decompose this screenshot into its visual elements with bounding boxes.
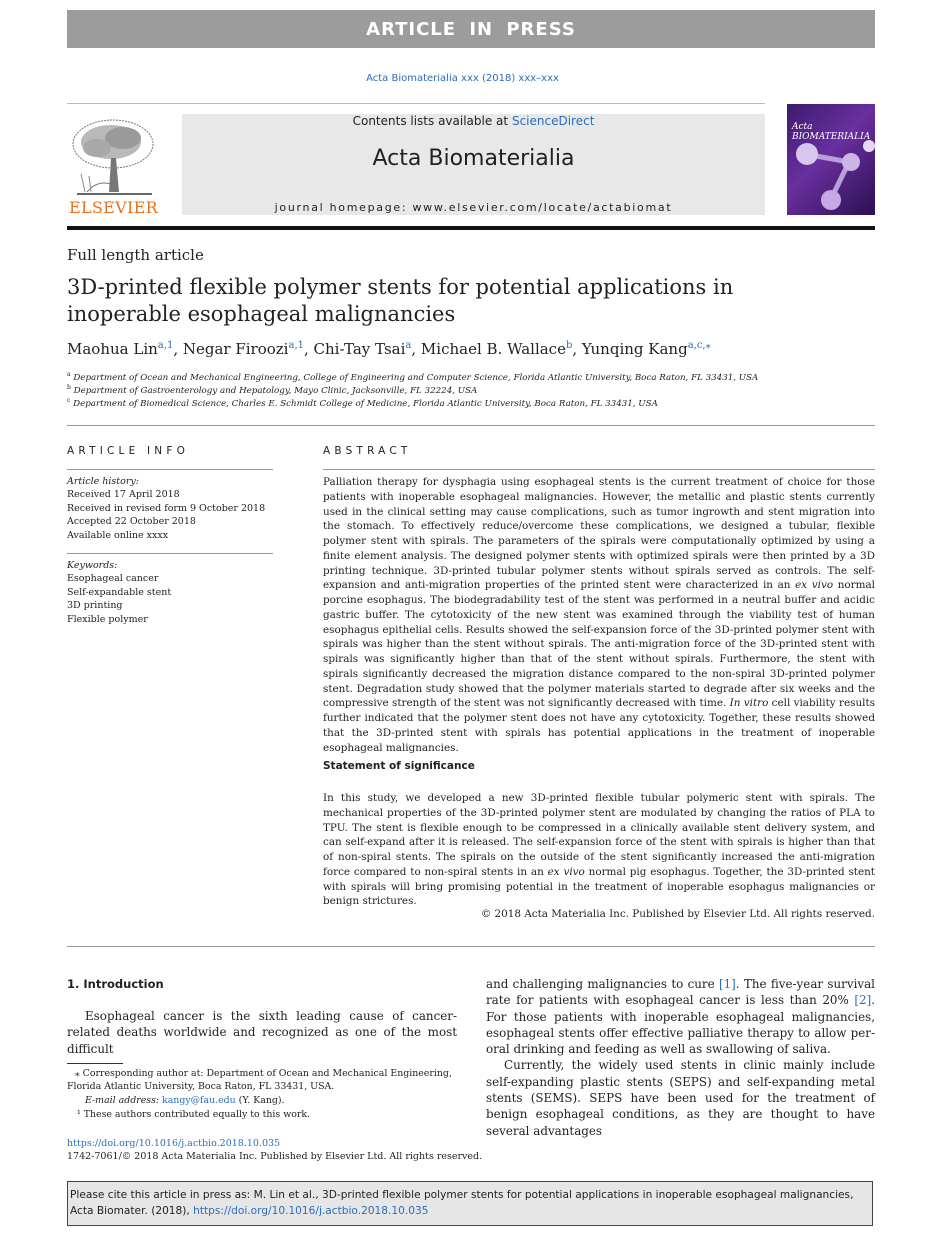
author-separator: , [411, 340, 421, 358]
abstract-divider [323, 469, 875, 470]
cover-title: Acta BIOMATERIALIA [792, 122, 871, 142]
abstract-italic: In vitro [729, 697, 769, 710]
author-separator: , [173, 340, 183, 358]
journal-name: Acta Biomaterialia [372, 146, 575, 171]
email-suffix: (Y. Kang). [235, 1095, 285, 1106]
history-item: Received in revised form 9 October 2018 [67, 502, 266, 514]
article-info-heading: ARTICLE INFO [67, 445, 190, 457]
corresponding-footnote: ⁎ Corresponding author at: Department of Ocean and Mechanical Engineering, Florida Atlantic University, Boca Raton, FL 33431, USA. [67, 1068, 452, 1093]
journal-citation-link[interactable]: Acta Biomaterialia xxx (2018) xxx–xxx [366, 73, 559, 84]
keywords-divider [67, 553, 273, 554]
intro-text: . The five-year survival rate for patients with esophageal cancer is less than 20% [486, 977, 875, 1008]
email-footnote [67, 1094, 475, 1107]
affiliation-b [67, 384, 887, 396]
journal-homepage[interactable]: journal homepage: www.elsevier.com/locate/actabiomat [274, 201, 673, 214]
cite-this-article-box [67, 1181, 873, 1226]
contents-prefix: Contents lists available at [352, 114, 509, 128]
abstract-text [323, 475, 875, 755]
author-name[interactable]: Michael B. Wallace [420, 340, 566, 358]
doi-block [67, 1137, 482, 1164]
author-affiliation-marker[interactable]: a,1 [288, 340, 304, 351]
introduction-col1: Esophageal cancer is the sixth leading cause of cancer-related deaths worldwide and recognized as one of the most difficult [67, 1009, 457, 1056]
ref-link-1[interactable]: [1] [718, 977, 736, 991]
significance-part: normal pig esophagus. Together, the 3D-printed stent with spirals will bring promising potential in the treatment of inoperable esophagus malignancies or benign strictures. [323, 865, 875, 908]
author-affiliation-marker[interactable]: a [405, 340, 412, 351]
significance-italic: ex vivo [547, 865, 585, 878]
author-name[interactable]: Yunqing Kang [581, 340, 688, 358]
author-separator: , [572, 340, 582, 358]
history-item: Received 17 April 2018 [67, 489, 180, 501]
section-divider [67, 425, 875, 426]
sciencedirect-link[interactable]: ScienceDirect [511, 114, 595, 128]
significance-heading: Statement of significance [323, 760, 475, 772]
intro-text: and challenging malignancies to cure [486, 977, 719, 991]
abstract-part: normal porcine esophagus. The biodegradability test of the stent was performed in a neutral buffer and acidic gastric buffer. The cytotoxicity of the new stent was examined through the viability test of human esophagus epithelial cells. Results showed the self-expansion force of the 3D-printed polymer stent with spirals was higher than the stent without spirals. The anti-migration force of the 3D-printed stent with spirals was significantly higher than that of the stent without spirals. Furthermore, the stent with spirals significantly decreased the migration distance compared to the non-spiral 3D-printed polymer stent. Degradation study showed that the polymer materials started to degrade after six weeks and the compressive strength of the stent was not significantly decreased with time. [323, 579, 875, 710]
affiliation-a [67, 371, 887, 383]
history-item: Accepted 22 October 2018 [67, 516, 196, 528]
email-label: E-mail address: [85, 1095, 160, 1106]
introduction-col2 [486, 976, 875, 1139]
author-name[interactable]: Negar Firoozi [182, 340, 289, 358]
abstract-copyright: © 2018 Acta Materialia Inc. Published by Elsevier Ltd. All rights reserved. [480, 908, 875, 920]
equal-contribution-footnote: ¹ These authors contributed equally to this work. [77, 1109, 311, 1120]
history-item: Available online xxxx [67, 529, 169, 541]
keyword: Self-expandable stent [67, 586, 172, 598]
abstract-heading: ABSTRACT [323, 445, 412, 457]
author-name[interactable]: Maohua Lin [67, 340, 158, 358]
footnote-rule [67, 1063, 123, 1064]
article-info [67, 475, 273, 542]
author-list [67, 340, 711, 358]
affiliation-marker: b [67, 384, 71, 391]
keywords [67, 559, 273, 626]
keywords-label: Keywords: [67, 560, 118, 571]
author-affiliation-marker[interactable]: a,c,⁎ [687, 340, 711, 351]
author-affiliation-marker[interactable]: b [565, 340, 573, 351]
intro-paragraph-2: Currently, the widely used stents in clinic mainly include self-expanding plastic stents (SEPS) and self-expanding metal stents (SEMS). SEPS have been used for the treatment of benign esophageal conditions, as they are thought to have several advantages [486, 1058, 875, 1138]
affiliation-c [67, 397, 887, 409]
article-in-press-banner: ARTICLE IN PRESS [67, 10, 875, 48]
author-separator: , [304, 340, 314, 358]
issn-line: 1742-7061/© 2018 Acta Materialia Inc. Published by Elsevier Ltd. All rights reserved. [67, 1151, 483, 1163]
affiliation-text: Department of Biomedical Science, Charles E. Schmidt College of Medicine, Florida Atlantic University, Boca Raton, FL 33431, USA [73, 398, 658, 409]
article-type: Full length article [67, 246, 204, 264]
intro-text: . For those patients with inoperable esophageal malignancies, esophageal stents offer effective palliative therapy to allow per-oral drinking and feeding as well as swallowing of saliva. [486, 993, 875, 1057]
info-divider [67, 469, 273, 470]
article-title: 3D-printed flexible polymer stents for potential applications in inoperable esophageal malignancies [67, 275, 734, 326]
abstract-part: cell viability results further indicated that the polymer stent does not have any cytotoxicity. Together, these results showed that the 3D-printed stent with spirals has potential applications in the treatment of inoperable esophageal malignancies. [323, 697, 875, 754]
contents-line [182, 114, 765, 128]
keyword: Esophageal cancer [67, 573, 159, 585]
introduction-heading: 1. Introduction [67, 977, 164, 991]
body-divider [67, 946, 875, 947]
affiliation-text: Department of Gastroenterology and Hepatology, Mayo Clinic, Jacksonville, FL 32224, USA [73, 385, 478, 396]
author-affiliation-marker[interactable]: a,1 [157, 340, 174, 351]
keyword: Flexible polymer [67, 613, 148, 625]
cite-doi-link[interactable]: https://doi.org/10.1016/j.actbio.2018.10.035 [193, 1204, 429, 1217]
affiliation-marker: a [67, 371, 71, 378]
affiliation-marker: c [67, 397, 71, 404]
journal-cover-image [787, 104, 875, 215]
cite-text: Please cite this article in press as: M. Lin et al., 3D-printed flexible polymer stents for potential applications in inoperable esophageal malignancies, Acta Biomater. (2018), [70, 1189, 854, 1217]
significance-part: In this study, we developed a new 3D-printed flexible tubular polymeric stent with spirals. The mechanical properties of the 3D-printed polymer stent are modulated by changing the ratios of PLA to TPU. The stent is flexible enough to be compressed in a clinically available stent delivery system, and can self-expand after it is released. The self-expansion force of the stent with spirals is higher than that of non-spiral stents. The spirals on the outside of the stent significantly increased the anti-migration force compared to non-spiral stents in an [323, 792, 875, 878]
header-divider [67, 103, 765, 104]
abstract-part: Palliation therapy for dysphagia using esophageal stents is the current treatment of choice for those patients with inoperable esophageal malignancies. However, the metallic and plastic stents currently used in the clinical setting may cause complications, such as tumor ingrowth and stent migration into the stomach. To effectively reduce/overcome these complications, we designed a tubular, flexible polymer stent with spirals. The parameters of the spirals were computationally optimized by using a finite element analysis. The designed polymer stents with optimized spirals were then printed by a 3D printing technique. 3D-printed tubular polymer stents without spirals served as controls. The self-expansion and anti-migration properties of the printed stent were characterized in an [323, 476, 875, 592]
keyword: 3D printing [67, 600, 123, 612]
author-name[interactable]: Chi-Tay Tsai [313, 340, 406, 358]
doi-link[interactable]: https://doi.org/10.1016/j.actbio.2018.10.035 [67, 1138, 281, 1149]
significance-text [323, 791, 875, 909]
elsevier-wordmark: ELSEVIER [69, 198, 158, 217]
affiliation-text: Department of Ocean and Mechanical Engineering, College of Engineering and Computer Science, Florida Atlantic University, Boca Raton, FL 33431, USA [73, 372, 759, 383]
masthead-rule [67, 226, 875, 230]
ref-link-2[interactable]: [2] [854, 993, 872, 1008]
history-label: Article history: [67, 476, 139, 487]
email-link[interactable]: kangy@fau.edu [162, 1095, 236, 1106]
abstract-italic: ex vivo [795, 579, 834, 592]
